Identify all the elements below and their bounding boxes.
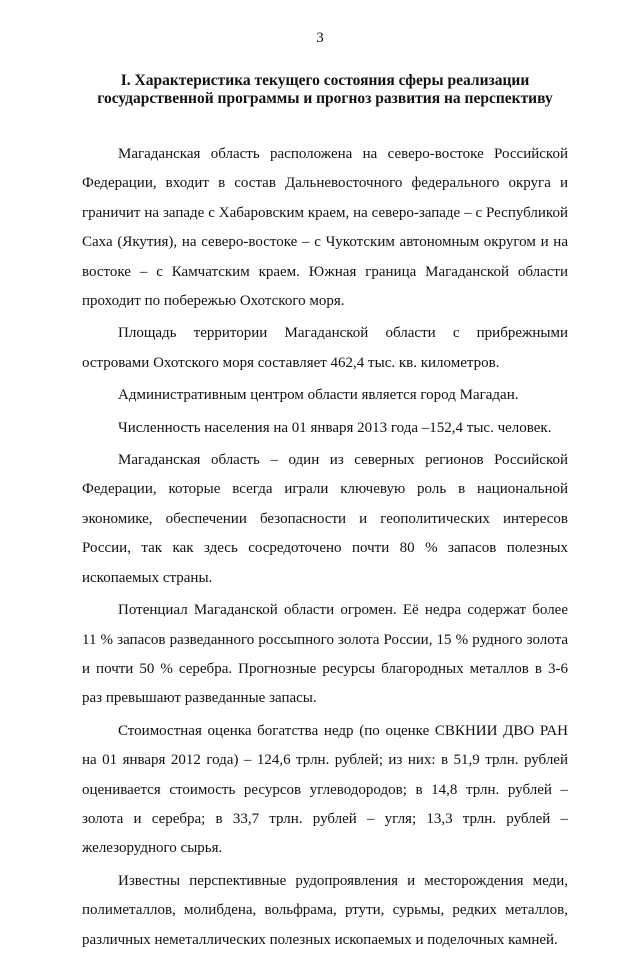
- paragraph-potential: Потенциал Магаданской области огромен. Её недра содержат более 11 % запасов разведанного россыпного золота России, 15 % рудного золота и почти 50 % серебра. Прогнозные ресурсы благородных металлов в 3-6 раз превышают разведанные запасы.: [82, 602, 568, 707]
- paragraph-admin-center: Административным центром области является город Магадан.: [118, 387, 519, 404]
- section-heading: [60, 72, 590, 108]
- paragraph-location: Магаданская область расположена на северо-востоке Российской Федерации, входит в состав Дальневосточного федерального округа и граничит на западе с Хабаровским краем, на северо-западе – с Республикой Саха (Якутия), на северо-востоке – с Чукотским автономным округом и на востоке – с Камчатским краем. Южная граница Магаданской области проходит по побережью Охотского моря.: [82, 146, 568, 310]
- section-heading-line-1: I. Характеристика текущего состояния сферы реализации: [120, 72, 530, 89]
- document-body: [82, 140, 568, 958]
- paragraph-area: Площадь территории Магаданской области с прибрежными островами Охотского моря составляет 462,4 тыс. кв. километров.: [82, 325, 568, 371]
- section-heading-line-2: государственной программы и прогноз развития на перспективу: [97, 90, 553, 107]
- paragraph-deposits: Известны перспективные рудопроявления и месторождения меди, полиметаллов, молибдена, вольфрама, ртути, сурьмы, редких металлов, различных неметаллических полезных ископаемых и поделочных камней.: [82, 872, 568, 948]
- paragraph-population: Численность населения на 01 января 2013 года –152,4 тыс. человек.: [118, 419, 552, 436]
- page-number: 3: [316, 30, 324, 46]
- paragraph-region-role: Магаданская область – один из северных регионов Российской Федерации, которые всегда играли ключевую роль в национальной экономике, обеспечении безопасности и геополитических интересов России, так как здесь сосредоточено почти 80 % запасов полезных ископаемых страны.: [82, 452, 568, 586]
- paragraph-valuation: Стоимостная оценка богатства недр (по оценке СВКНИИ ДВО РАН на 01 января 2012 года) – 124,6 трлн. рублей; из них: в 51,9 трлн. рублей оценивается стоимость ресурсов углеводородов; в 14,8 трлн. рублей – золота и серебра; в 33,7 трлн. рублей – угля; 13,3 трлн. рублей – железорудного сырья.: [82, 722, 568, 857]
